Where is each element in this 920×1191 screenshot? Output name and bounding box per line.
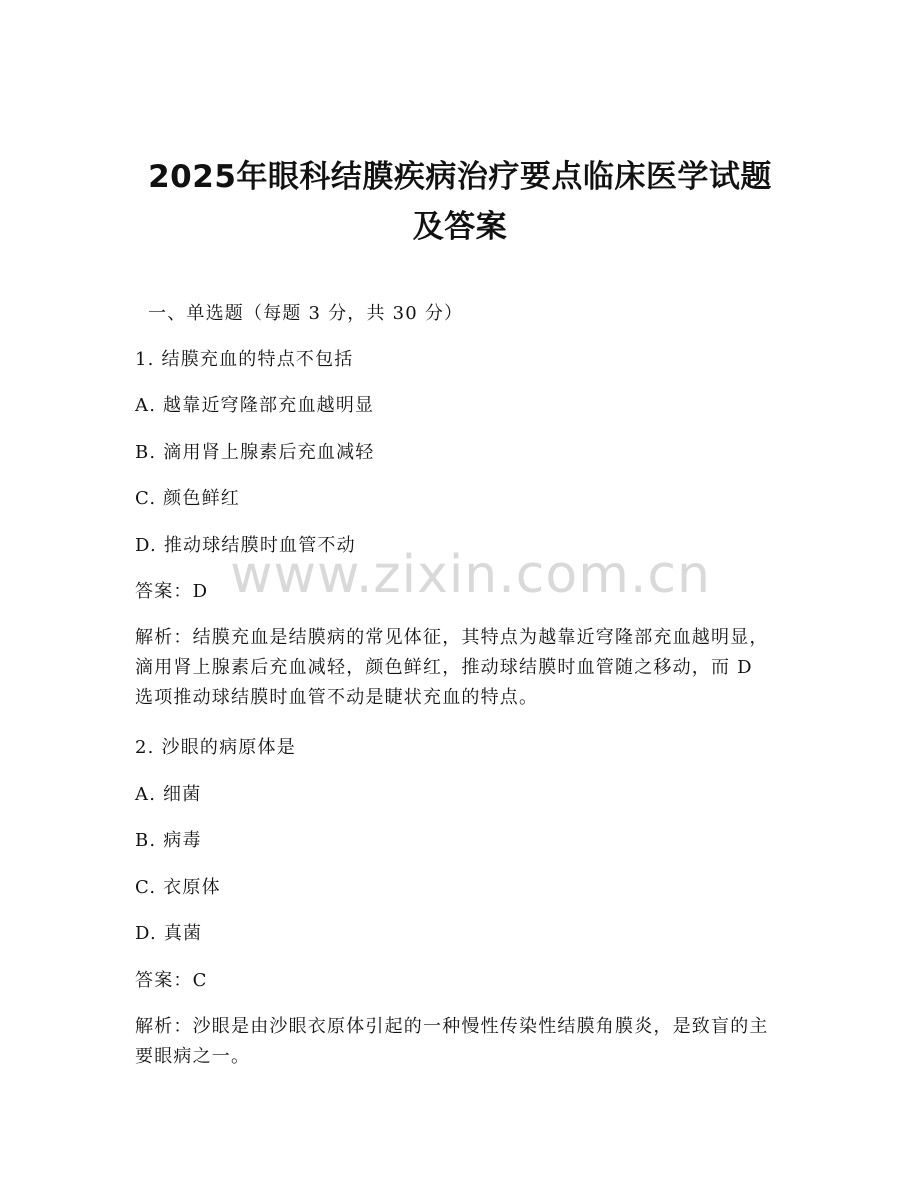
section-heading: 一、单选题（每题 3 分，共 30 分）: [148, 303, 464, 324]
watermark: www.zixin.com.cn: [230, 545, 711, 605]
question-2-option-c: C. 衣原体: [135, 877, 221, 898]
question-1-option-a: A. 越靠近穹隆部充血越明显: [135, 395, 375, 416]
question-2-analysis: 解析：沙眼是由沙眼衣原体引起的一种慢性传染性结膜角膜炎，是致盲的主要眼病之一。: [135, 1016, 769, 1067]
question-2-option-d: D. 真菌: [135, 923, 203, 944]
question-1-answer: 答案：D: [135, 581, 209, 602]
document-title-line-1: 2025年眼科结膜疾病治疗要点临床医学试题: [148, 159, 772, 195]
document-title-line-2: 及答案: [412, 209, 508, 245]
question-1-analysis: 解析：结膜充血是结膜病的常见体征，其特点为越靠近穹隆部充血越明显，滴用肾上腺素后充血减轻，颜色鲜红，推动球结膜时血管随之移动，而 D 选项推动球结膜时血管不动是睫状充血的特点。: [135, 627, 769, 708]
question-2-option-b: B. 病毒: [135, 830, 202, 851]
question-2-answer: 答案：C: [135, 970, 208, 991]
question-1-stem: 1. 结膜充血的特点不包括: [135, 349, 354, 370]
question-1-option-c: C. 颜色鲜红: [135, 488, 240, 509]
question-1-option-d: D. 推动球结膜时血管不动: [135, 535, 356, 556]
question-1-option-b: B. 滴用肾上腺素后充血减轻: [135, 442, 375, 463]
question-2-stem: 2. 沙眼的病原体是: [135, 737, 296, 758]
question-2-option-a: A. 细菌: [135, 784, 202, 805]
